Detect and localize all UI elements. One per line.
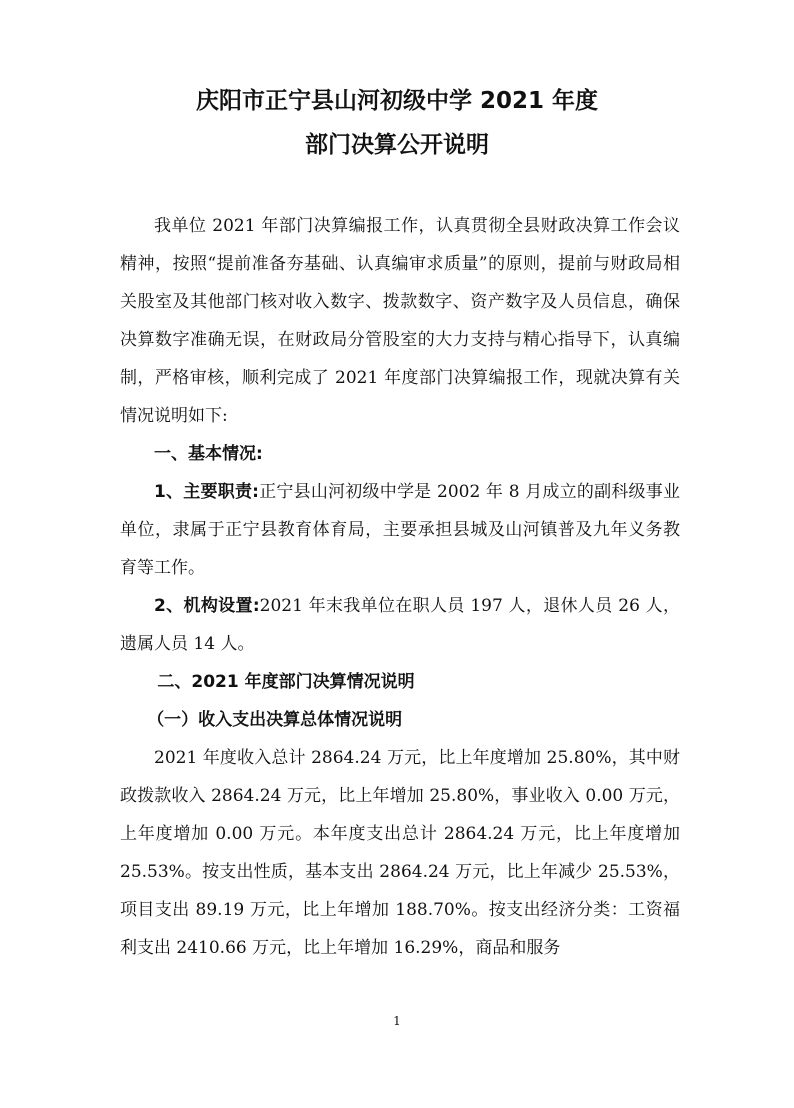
document-title-line-2: 部门决算公开说明 [305,132,489,158]
organization-paragraph [120,587,680,663]
page-number: 1 [393,1014,401,1028]
document-title-line-1: 庆阳市正宁县山河初级中学 2021 年度 [195,88,599,114]
duties-paragraph [120,473,680,587]
subsection-1-heading: （一）收入支出决算总体情况说明 [147,710,403,730]
organization-text: 2021 年末我单位在职人员 197 人，退休人员 26 人，遗属人员 14 人。 [120,596,680,654]
organization-lead: 2、机构设置: [154,596,260,616]
duties-text: 正宁县山河初级中学是 2002 年 8 月成立的副科级事业单位，隶属于正宁县教育体育局，主要承担县城及山河镇普及九年义务教育等工作。 [120,482,680,578]
document-body [120,207,680,967]
section-2-heading: 二、2021 年度部门决算情况说明 [157,672,415,692]
duties-lead: 1、主要职责: [154,482,259,502]
finance-paragraph: 2021 年度收入总计 2864.24 万元，比上年度增加 25.80%，其中财政拨款收入 2864.24 万元，比上年增加 25.80%，事业收入 0.00 万元，上年度增加 0.00 万元。本年度支出总计 2864.24 万元，比上年度增加 25.53%。按支出性质，基本支出 2864.24 万元，比上年减少 25.53%，项目支出 89.19 万元，比上年增加 188.70%。按支出经济分类：工资福利支出 2410.66 万元，比上年增加 16.29%，商品和服务 [120,748,680,958]
section-1-heading: 一、基本情况: [154,444,263,464]
intro-paragraph: 我单位 2021 年部门决算编报工作，认真贯彻全县财政决算工作会议精神，按照“提前准备夯基础、认真编审求质量”的原则，提前与财政局相关股室及其他部门核对收入数字、拨款数字、资产数字及人员信息，确保决算数字准确无误，在财政局分管股室的大力支持与精心指导下，认真编制，严格审核，顺利完成了 2021 年度部门决算编报工作，现就决算有关情况说明如下: [120,216,680,426]
